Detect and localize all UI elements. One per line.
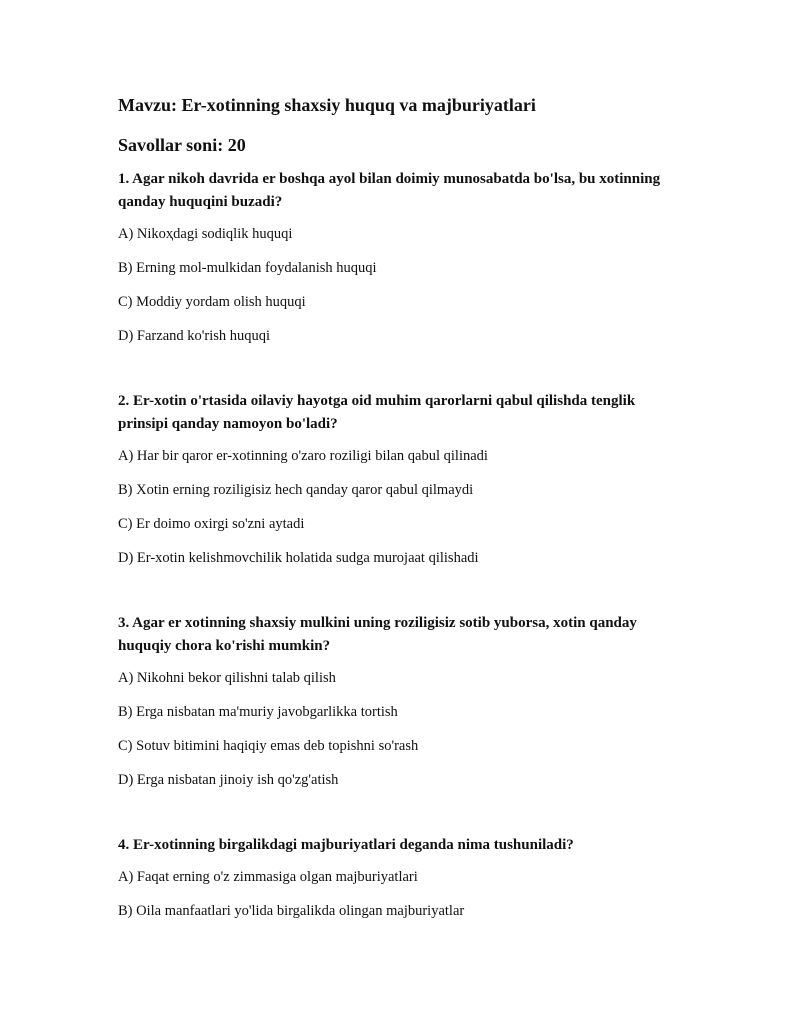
option-d: D) Er-xotin kelishmovchilik holatida sudga murojaat qilishadi (118, 550, 479, 566)
option-a: A) Nikohni bekor qilishni talab qilish (118, 670, 336, 686)
option-b: B) Xotin erning roziligisiz hech qanday qaror qabul qilmaydi (118, 482, 474, 498)
question-spacer (118, 360, 678, 390)
option-b: B) Erga nisbatan ma'muriy javobgarlikka tortish (118, 704, 398, 720)
option-d: D) Farzand ko'rish huquqi (118, 328, 271, 344)
question-text: 4. Er-xotinning birgalikdagi majburiyatlari deganda nima tushuniladi? (118, 837, 574, 853)
question-text: 1. Agar nikoh davrida er boshqa ayol bilan doimiy munosabatda bo'lsa, bu xotinning qanday huquqini buzadi? (118, 171, 661, 210)
question-2 (118, 390, 678, 568)
option-a: A) Faqat erning o'z zimmasiga olgan majburiyatlari (118, 869, 418, 885)
question-spacer (118, 804, 678, 834)
option-a: A) Har bir qaror er-xotinning o'zaro roziligi bilan qabul qilinadi (118, 448, 488, 464)
option-b: B) Erning mol-mulkidan foydalanish huquqi (118, 260, 377, 276)
question-1 (118, 168, 678, 346)
option-d: D) Erga nisbatan jinoiy ish qo'zg'atish (118, 772, 339, 788)
question-text: 3. Agar er xotinning shaxsiy mulkini uning roziligisiz sotib yuborsa, xotin qanday huquqiy chora ko'rishi mumkin? (118, 615, 637, 654)
option-b: B) Oila manfaatlari yo'lida birgalikda olingan majburiyatlar (118, 903, 465, 919)
question-4 (118, 834, 678, 921)
document-page (118, 92, 678, 935)
option-c: C) Er doimo oxirgi so'zni aytadi (118, 516, 305, 532)
option-c: C) Moddiy yordam olish huquqi (118, 294, 306, 310)
question-text: 2. Er-xotin o'rtasida oilaviy hayotga oid muhim qarorlarni qabul qilishda tenglik prinsipi qanday namoyon bo'ladi? (118, 393, 636, 432)
question-count: Savollar soni: 20 (118, 135, 246, 155)
question-3 (118, 612, 678, 790)
option-c: C) Sotuv bitimini haqiqiy emas deb topishni so'rash (118, 738, 419, 754)
option-a: A) Nikoҳdagi sodiqlik huquqi (118, 226, 293, 242)
question-spacer (118, 582, 678, 612)
topic-title: Mavzu: Er-xotinning shaxsiy huquq va majburiyatlari (118, 95, 536, 115)
